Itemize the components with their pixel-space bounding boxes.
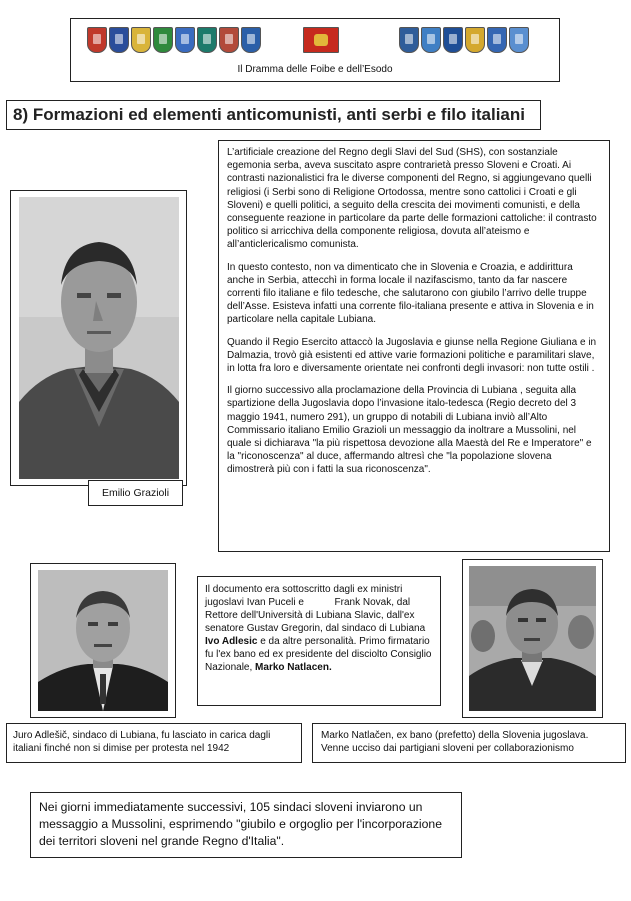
coat-of-arms-icon — [109, 27, 129, 53]
coat-of-arms-icon — [421, 27, 441, 53]
photo-frame-natlacen — [462, 559, 603, 718]
photo-frame-grazioli — [10, 190, 187, 486]
paragraph-1: L’artificiale creazione del Regno degli Slavi del Sud (SHS), con sostanziale egemonia serba, aveva suscitato aspre contrarietà presso Sloveni e Croati. Ai contrasti nazionalistici fra le diverse componenti del Regno, si aggiungevano quelli religiosi (i Serbi sono di Religione Ortodossa, mentre sono cattolici i Croati e gli Sloveni) e quelli politici, a seguito della crescita dei movimenti comunisti, e della conseguente reazione in particolare da parte delle formazioni cattoliche: il contrasto politico si arricchiva della componente religiosa, dovuta all’ateismo e all’anticlericalismo comunista. — [227, 147, 597, 251]
coat-of-arms-icon — [509, 27, 529, 53]
coat-of-arms-icon — [399, 27, 419, 53]
photo-frame-adlesic — [30, 563, 176, 718]
doc-text-3: e da altre personalità. Primo firmatario fu l'ex bano ed ex presidente del disciolto Consiglio Nazionale, — [205, 636, 432, 673]
paragraph-4: Il giorno successivo alla proclamazione della Provincia di Lubiana , seguita alla spartizione della Jugoslavia dopo l’invasione italo-tedesca (Regio decreto del 3 maggio 1941, numero 291), un gruppo di notabili di Lubiana inviò all’Alto Commissario italiano Emilio Grazioli un messaggio da inoltrare a Mussolini, nel quale si dichiarava "la più rispettosa devozione alla Maestà del Re e Imperatore" e la "riconoscenza" al duce, affermando altresì che "la popolazione slovena dimostrerà più con i fatti la sua riconoscenza". — [227, 385, 592, 476]
doc-name-natlacen: Marko Natlacen. — [255, 662, 332, 673]
portrait-photo-adlesic — [38, 570, 168, 711]
coat-of-arms-icon — [175, 27, 195, 53]
coat-of-arms-icon — [87, 27, 107, 53]
coat-of-arms-icon — [131, 27, 151, 53]
coat-of-arms-icon — [197, 27, 217, 53]
paragraph-2: In questo contesto, non va dimenticato che in Slovenia e Croazia, e addirittura anche in Serbia, attecchì in forma locale il nazifascismo, tanto da far nascere correnti filo italiane e filo tedesche, che salutarono con giubilo l’arrivo delle truppe dell’Asse. Esisteva infatti una corrente filo-italiana presente e attiva in Slovenia e in particolare nella capitale Lubiana. — [227, 261, 594, 326]
doc-text-2: Frank Novak, dal Rettore dell'Università di Lubiana Slavic, dall'ex senatore Gustav Gregorin, dal sindaco di Lubiana — [205, 597, 426, 634]
header-banner — [70, 18, 560, 82]
coat-of-arms-icon — [219, 27, 239, 53]
caption-grazioli: Emilio Grazioli — [88, 480, 183, 506]
coat-of-arms-icon — [153, 27, 173, 53]
caption-adlesic: Juro Adlešič, sindaco di Lubiana, fu lasciato in carica dagli italiani finché non si dimise per protesta nel 1942 — [6, 723, 302, 763]
portrait-photo-natlacen — [469, 566, 596, 711]
coat-of-arms-icon — [487, 27, 507, 53]
coat-of-arms-icon — [443, 27, 463, 53]
caption-natlacen: Marko Natlačen, ex bano (prefetto) della Slovenia jugoslava. Venne ucciso dai partigiani sloveni per collaborazionismo — [312, 723, 626, 763]
header-title: Il Dramma delle Foibe e dell’Esodo — [237, 64, 393, 75]
paragraph-3: Quando il Regio Esercito attaccò la Jugoslavia e giunse nella Regione Giuliana e in Dalmazia, trovò già esistenti ed attive varie formazioni politiche e paramilitari slave, in lotta fra loro e diversamente orientate nei confronti degli invasori: non tutte ostili . — [227, 336, 597, 375]
section-title: 8) Formazioni ed elementi anticomunisti, anti serbi e filo italiani — [6, 100, 541, 130]
crest-row — [81, 27, 551, 57]
lion-of-st-mark-flag-icon — [303, 27, 339, 53]
document-signatories-box — [197, 576, 441, 706]
doc-text-1: Il documento era sottoscritto dagli ex ministri jugoslavi Ivan Puceli e — [205, 584, 403, 608]
doc-name-adlesic: Ivo Adlesic — [205, 636, 258, 647]
bottom-quote-box: Nei giorni immediatamente successivi, 105 sindaci sloveni inviarono un messaggio a Mussolini, esprimendo "giubilo e orgoglio per l'incorporazione dei territori sloveni nel grande Regno d'Italia". — [30, 792, 462, 858]
coat-of-arms-icon — [465, 27, 485, 53]
coat-of-arms-icon — [241, 27, 261, 53]
portrait-photo-grazioli — [19, 197, 179, 479]
main-text-box — [218, 140, 610, 552]
